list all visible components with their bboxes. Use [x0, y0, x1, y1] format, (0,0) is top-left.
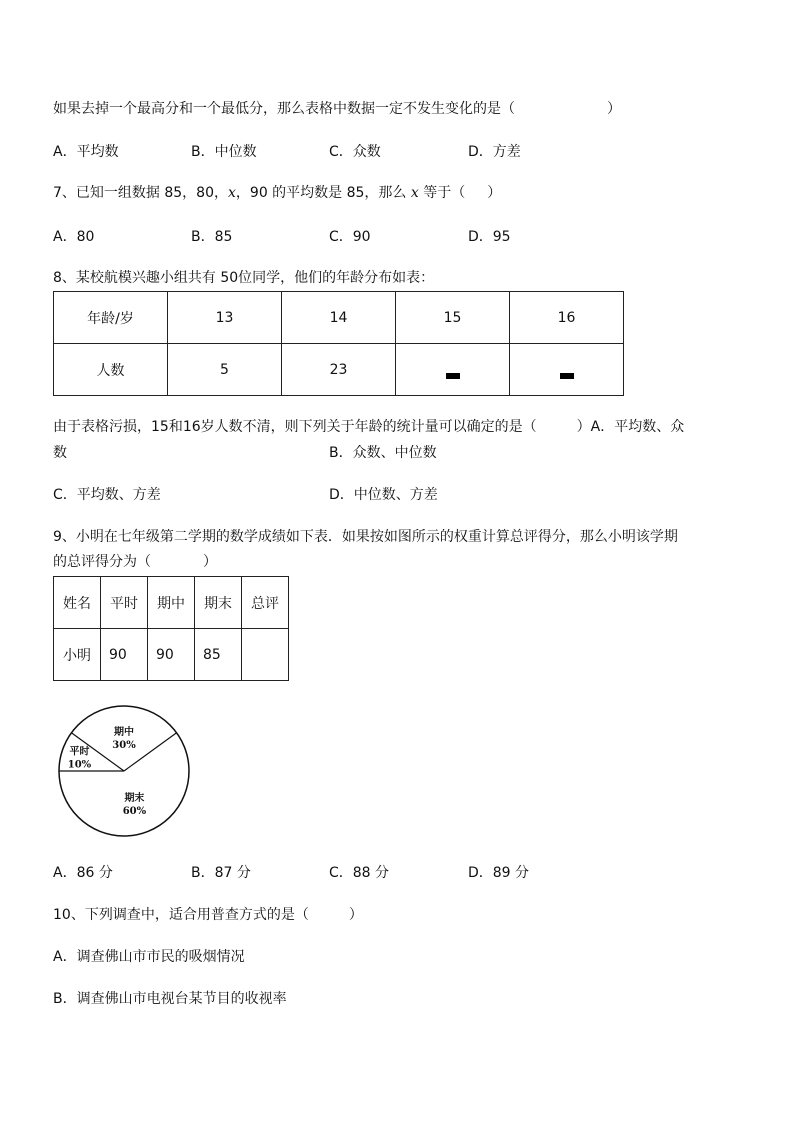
table-cell: 90 [148, 629, 195, 681]
q9-option-a[interactable]: A．86 分 [53, 865, 113, 881]
ink-blot [560, 373, 574, 379]
q7-option-c[interactable]: C．90 [329, 229, 371, 245]
q8-option-d[interactable]: D．中位数、方差 [329, 487, 438, 503]
q10-stem [53, 906, 363, 924]
q6-stem [53, 100, 621, 118]
pie-slice-label: 期中 [114, 727, 134, 739]
q7-stem-part-a: 7、已知一组数据 85，80， [53, 185, 228, 201]
q7-stem-part-c: 等于（ [418, 185, 466, 201]
table-header: 姓名 [54, 577, 101, 629]
table-cell: 23 [282, 344, 396, 396]
q6-option-c[interactable]: C．众数 [329, 144, 381, 160]
q7-variable-x: x [228, 185, 236, 201]
q7-stem-part-b: ，90 的平均数是 85，那么 [235, 185, 411, 201]
q9-option-d[interactable]: D．89 分 [468, 865, 530, 881]
table-row [54, 292, 624, 344]
q7-stem [53, 184, 501, 202]
q7-variable-x-2: x [410, 185, 419, 201]
table-cell: 85 [195, 629, 242, 681]
table-cell: 小明 [54, 629, 101, 681]
q10-close-paren: ） [348, 907, 363, 923]
q9-stem-text: 的总评得分为（ [53, 554, 151, 570]
q6-option-b[interactable]: B．中位数 [191, 144, 257, 160]
ink-blot [446, 373, 460, 379]
q6-stem-text: 如果去掉一个最高分和一个最低分，那么表格中数据一定不发生变化的是（ [53, 101, 515, 117]
q8-option-a[interactable]: ）A．平均数、众 [576, 419, 685, 435]
q6-option-d[interactable]: D．方差 [468, 144, 521, 160]
q6-close-paren: ） [607, 101, 621, 117]
pie-slice-percent: 10% [67, 759, 92, 771]
q10-option-b[interactable]: B．调查佛山市电视台某节目的收视率 [53, 991, 287, 1007]
q7-close-paren: ） [487, 185, 502, 201]
table-header: 总评 [242, 577, 289, 629]
q10-stem-text: 10、下列调查中，适合用普查方式的是（ [53, 907, 309, 923]
score-table [53, 576, 289, 681]
q7-option-b[interactable]: B．85 [191, 229, 233, 245]
q10-option-a[interactable]: A．调查佛山市市民的吸烟情况 [53, 949, 245, 965]
q9-close-paren: ） [203, 554, 217, 570]
q9-option-c[interactable]: C．88 分 [329, 865, 390, 881]
table-header: 期中 [148, 577, 195, 629]
table-cell: 90 [101, 629, 148, 681]
q8-note [53, 418, 684, 436]
q8-note-text: 由于表格污损，15和16岁人数不清，则下列关于年龄的统计量可以确定的是（ [53, 419, 537, 435]
pie-slice-percent: 30% [112, 740, 136, 752]
table-cell: 13 [168, 292, 282, 344]
table-header: 期末 [195, 577, 242, 629]
q8-option-c[interactable]: C．平均数、方差 [53, 487, 161, 503]
table-cell: 16 [510, 292, 624, 344]
q7-option-d[interactable]: D．95 [468, 229, 511, 245]
q8-note-wrap: 数 [53, 445, 67, 461]
table-cell-smudged [396, 344, 510, 396]
q9-stem-2 [53, 553, 217, 571]
table-cell: 14 [282, 292, 396, 344]
q8-option-b[interactable]: B．众数、中位数 [329, 445, 437, 461]
table-cell-empty [242, 629, 289, 681]
age-distribution-table [53, 291, 624, 396]
table-cell: 15 [396, 292, 510, 344]
weight-pie-chart [56, 703, 192, 839]
q6-option-a[interactable]: A．平均数 [53, 144, 119, 160]
table-header-count: 人数 [54, 344, 168, 396]
q7-option-a[interactable]: A．80 [53, 229, 95, 245]
table-row [54, 577, 289, 629]
table-header: 平时 [101, 577, 148, 629]
q8-stem: 8、某校航模兴趣小组共有 50位同学，他们的年龄分布如表： [53, 270, 435, 286]
table-cell: 5 [168, 344, 282, 396]
table-row [54, 344, 624, 396]
q9-stem: 9、小明在七年级第二学期的数学成绩如下表．如果按如图所示的权重计算总评得分，那么小明该学期 [53, 529, 678, 545]
pie-slice-label: 期末 [124, 793, 145, 805]
pie-slice-label: 平时 [69, 746, 90, 758]
table-row [54, 629, 289, 681]
table-cell-smudged [510, 344, 624, 396]
pie-slice-percent: 60% [122, 806, 147, 818]
q9-option-b[interactable]: B．87 分 [191, 865, 251, 881]
table-header-age: 年龄/岁 [54, 292, 168, 344]
